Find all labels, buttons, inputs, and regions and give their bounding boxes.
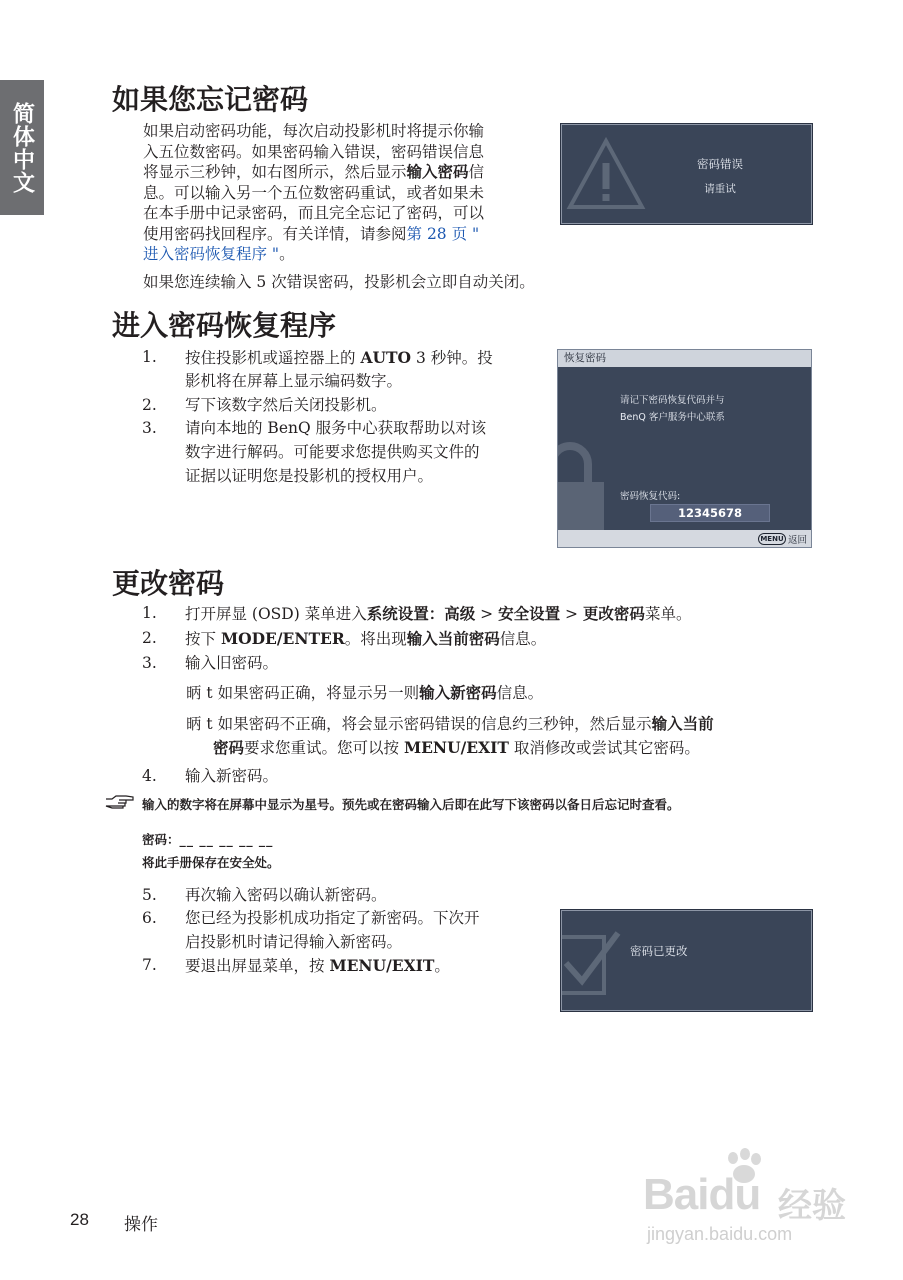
section-title-forgot-password: 如果您忘记密码 <box>112 83 309 116</box>
password-record-line: 密码：__ __ __ __ __ <box>142 832 274 847</box>
osd-error-subtitle: 请重试 <box>704 183 736 195</box>
osd-recovery-line2: BenQ 客户服务中心联系 <box>620 412 725 423</box>
recovery-procedure-link[interactable]: 进入密码恢复程序 " <box>143 245 280 263</box>
password-blanks: __ __ __ __ __ <box>179 832 274 847</box>
section-title-change-password: 更改密码 <box>112 567 225 600</box>
watermark-brand: Baidu <box>643 1170 761 1219</box>
page-28-link[interactable]: 第 28 页 " <box>406 224 480 243</box>
auto-shutdown-note: 如果您连续输入 5 次错误密码，投影机会立即自动关闭。 <box>143 273 535 291</box>
osd-password-error <box>561 124 812 224</box>
osd-recovery-password <box>557 349 812 548</box>
osd-recovery-header: 恢复密码 <box>558 350 811 367</box>
password-note: 输入的数字将在屏幕中显示为星号。预先或在密码输入后即在此写下该密码以备日后忘记时查看。 <box>142 797 680 812</box>
warning-icon <box>566 135 646 215</box>
language-side-tab: 简体中文 <box>0 80 44 215</box>
watermark-url: jingyan.baidu.com <box>647 1224 793 1244</box>
keep-manual-safe: 将此手册保存在安全处。 <box>142 855 280 870</box>
watermark-cn: 经验 <box>778 1186 846 1226</box>
osd-recovery-code: 12345678 <box>650 504 770 522</box>
footer-page-number: 28 <box>70 1210 89 1229</box>
baidu-watermark <box>643 1148 883 1248</box>
osd-recovery-footer <box>558 530 811 547</box>
osd-recovery-line1: 请记下密码恢复代码并与 <box>620 395 725 406</box>
change-substep-incorrect: 昞 t 如果密码不正确，将会显示密码错误的信息约三秒钟，然后显示输入当前 密码要求您重试。您可以按 MENU/EXIT 取消修改或尝试其它密码。 <box>186 714 714 757</box>
forgot-password-paragraph: 如果启动密码功能，每次启动投影机时将提示你输 入五位数密码。如果密码输入错误，密码错误信息 将显示三秒钟，如右图所示，然后显示输入密码信 息。可以输入另一个五位数密码重试，或者如果未 在本手册中记录密码，而且完全忘记了密码，可以 使用密码找回程序。有关详情，请参阅第 28 页 " 进入密码恢复程序 "。 <box>143 122 485 263</box>
checkmark-icon <box>562 929 622 999</box>
osd-changed-title: 密码已更改 <box>630 944 688 958</box>
lock-icon <box>558 442 608 534</box>
osd-recovery-code-label: 密码恢复代码: <box>620 491 681 502</box>
section-title-recovery: 进入密码恢复程序 <box>112 309 337 342</box>
osd-back-label: 返回 <box>788 535 808 546</box>
pointing-hand-icon <box>104 794 136 810</box>
change-substep-correct: 昞 t 如果密码正确，将显示另一则输入新密码信息。 <box>186 683 544 702</box>
footer-section: 操作 <box>124 1215 158 1234</box>
menu-key-icon: MENU <box>758 533 786 545</box>
osd-password-changed <box>561 910 812 1011</box>
osd-error-title: 密码错误 <box>697 157 743 171</box>
